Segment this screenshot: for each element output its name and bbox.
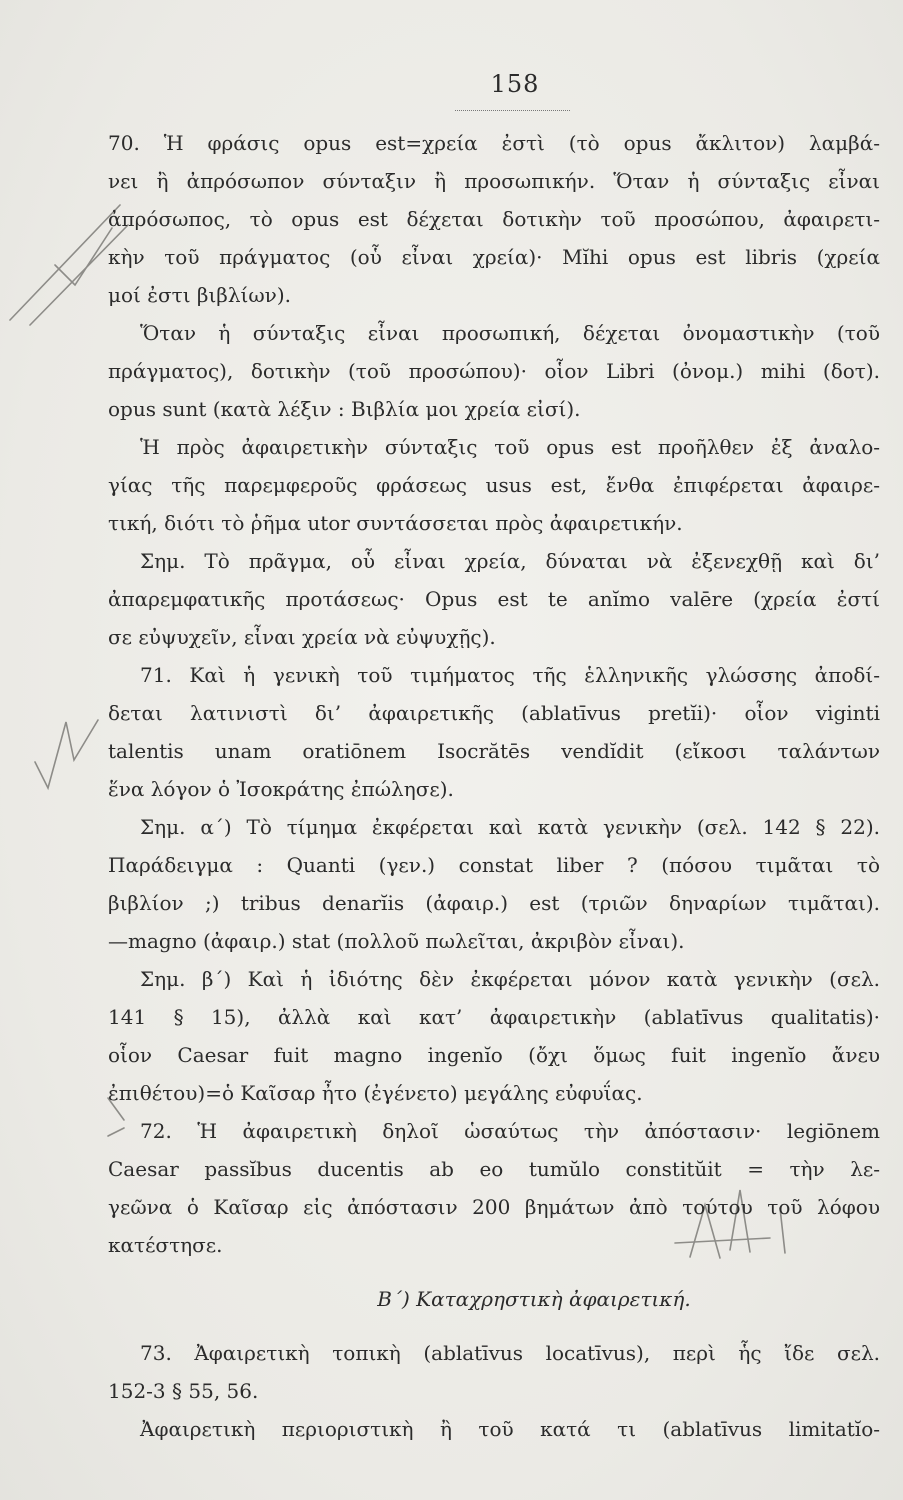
text-line: νει ἢ ἀπρόσωπον σύνταξιν ἢ προσωπικήν. Ὅταν ἡ σύνταξις εἶναι	[108, 169, 880, 193]
text-line: 141 § 15), ἀλλὰ καὶ κατ’ ἀφαιρετικὴν (ablatīvus qualitatis)·	[108, 1005, 880, 1029]
text-line: βιβλίον ;) tribus denarĭis (ἀφαιρ.) est (τριῶν δηναρίων τιμᾶται).	[108, 891, 880, 915]
text-line: ἀπρόσωπος, τὸ opus est δέχεται δοτικὴν τοῦ προσώπου, ἀφαιρετι-	[108, 207, 880, 231]
text-line: talentis unam oratiōnem Isocrătēs vendĭdit (εἴκοσι ταλάντων	[108, 739, 880, 763]
text-line: 70. Ἡ φράσις opus est=χρεία ἐστὶ (τὸ opus ἄκλιτον) λαμβά-	[108, 131, 880, 155]
text-line: 152-3 § 55, 56.	[108, 1379, 259, 1403]
text-line: ἀπαρεμφατικῆς προτάσεως· Opus est te anĭmo valēre (χρεία ἐστί	[108, 587, 880, 611]
text-line: Σημ. Τὸ πρᾶγμα, οὗ εἶναι χρεία, δύναται νὰ ἐξενεχθῇ καὶ δι’	[140, 549, 880, 573]
text-line: Ἀφαιρετικὴ περιοριστικὴ ἢ τοῦ κατά τι (ablatīvus limitatĭo-	[140, 1417, 880, 1441]
page-number-rule	[455, 110, 570, 111]
text-line: κὴν τοῦ πράγματος (οὗ εἶναι χρεία)· Mĭhi opus est libris (χρεία	[108, 245, 880, 269]
page-number: 158	[490, 70, 540, 98]
text-line: Caesar passĭbus ducentis ab eo tumŭlo constitŭit = τὴν λε-	[108, 1157, 880, 1181]
text-line: Σημ. β΄) Καὶ ἡ ἰδιότης δὲν ἐκφέρεται μόνον κατὰ γενικὴν (σελ.	[140, 967, 880, 991]
text-line: 72. Ἡ ἀφαιρετικὴ δηλοῖ ὡσαύτως τὴν ἀπόστασιν· legiōnem	[140, 1119, 880, 1143]
section-heading: Β΄) Καταχρηστικὴ ἀφαιρετική.	[377, 1287, 691, 1311]
text-line: Σημ. α΄) Τὸ τίμημα ἐκφέρεται καὶ κατὰ γενικὴν (σελ. 142 § 22).	[140, 815, 880, 839]
text-line: Παράδειγμα : Quanti (γεν.) constat liber ? (πόσου τιμᾶται τὸ	[108, 853, 880, 877]
body-text	[108, 124, 880, 1448]
text-line: δεται λατινιστὶ δι’ ἀφαιρετικῆς (ablatīvus pretĭi)· οἷον viginti	[108, 701, 880, 725]
text-line: Ὅταν ἡ σύνταξις εἶναι προσωπική, δέχεται ὀνομαστικὴν (τοῦ	[140, 321, 880, 345]
text-line: γίας τῆς παρεμφεροῦς φράσεως usus est, ἔνθα ἐπιφέρεται ἀφαιρε-	[108, 473, 880, 497]
text-line: μοί ἐστι βιβλίων).	[108, 283, 291, 307]
text-line: ἕνα λόγον ὁ Ἰσοκράτης ἐπώλησε).	[108, 777, 454, 801]
text-line: κατέστησε.	[108, 1233, 223, 1257]
text-line: opus sunt (κατὰ λέξιν : Βιβλία μοι χρεία εἰσί).	[108, 397, 581, 421]
text-line: ἐπιθέτου)=ὁ Καῖσαρ ἦτο (ἐγένετο) μεγάλης εὐφυΐας.	[108, 1081, 643, 1105]
text-line: πράγματος), δοτικὴν (τοῦ προσώπου)· οἷον Libri (ὀνομ.) mihi (δοτ).	[108, 359, 880, 383]
text-line: τική, διότι τὸ ῥῆμα utor συντάσσεται πρὸς ἀφαιρετικήν.	[108, 511, 683, 535]
text-line: 71. Καὶ ἡ γενικὴ τοῦ τιμήματος τῆς ἑλληνικῆς γλώσσης ἀποδί-	[140, 663, 880, 687]
text-line: σε εὐψυχεῖν, εἶναι χρεία νὰ εὐψυχῇς).	[108, 625, 496, 649]
text-line: 73. Ἀφαιρετικὴ τοπικὴ (ablatīvus locatīvus), περὶ ἧς ἴδε σελ.	[140, 1341, 880, 1365]
text-line: γεῶνα ὁ Καῖσαρ εἰς ἀπόστασιν 200 βημάτων ἀπὸ τούτου τοῦ λόφου	[108, 1195, 880, 1219]
text-line: —magno (ἀφαιρ.) stat (πολλοῦ πωλεῖται, ἀκριβὸν εἶναι).	[108, 929, 685, 953]
text-line: Ἡ πρὸς ἀφαιρετικὴν σύνταξις τοῦ opus est προῆλθεν ἐξ ἀναλο-	[140, 435, 880, 459]
text-line: οἷον Caesar fuit magno ingenĭo (ὄχι ὅμως fuit ingenĭo ἄνευ	[108, 1043, 880, 1067]
